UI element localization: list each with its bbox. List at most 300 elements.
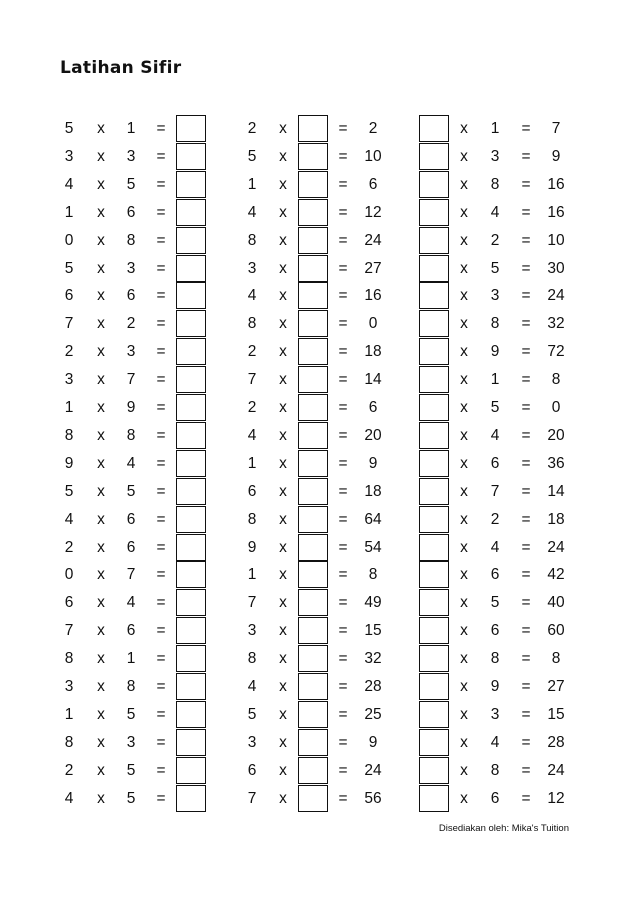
equals-sign: = (338, 315, 348, 333)
col1-factor-b: 6 (126, 287, 136, 305)
col1-factor-a: 3 (64, 371, 74, 389)
col3-factor-b: 8 (490, 315, 500, 333)
equals-sign: = (521, 705, 531, 723)
equals-sign: = (338, 454, 348, 472)
col1-factor-b: 8 (126, 678, 136, 695)
col3-factor-b: 6 (490, 566, 500, 584)
col3-result: 8 (551, 650, 561, 668)
col2-result: 54 (364, 538, 382, 556)
col3-answer-box[interactable] (419, 171, 449, 198)
times-sign: x (279, 426, 287, 444)
times-sign: x (279, 482, 287, 500)
col2-factor-a: 7 (247, 789, 257, 807)
col1-answer-box[interactable] (176, 617, 206, 644)
col1-answer-box[interactable] (176, 422, 206, 449)
worksheet-row (0, 561, 638, 589)
col2-result: 15 (364, 622, 382, 640)
col3-factor-b: 5 (490, 399, 500, 416)
times-sign: x (460, 203, 468, 221)
col1-factor-a: 3 (64, 678, 74, 695)
col1-answer-box[interactable] (176, 785, 206, 812)
col3-answer-box[interactable] (419, 143, 449, 170)
equals-sign: = (521, 315, 531, 333)
col1-factor-a: 3 (64, 147, 74, 165)
col1-answer-box[interactable] (176, 701, 206, 728)
equals-sign: = (521, 120, 531, 137)
times-sign: x (97, 175, 105, 193)
col3-factor-b: 3 (490, 147, 500, 165)
col3-result: 27 (547, 678, 565, 695)
col1-factor-a: 4 (64, 175, 74, 193)
times-sign: x (97, 454, 105, 472)
col1-factor-b: 3 (126, 343, 136, 361)
col2-factor-a: 1 (247, 566, 257, 584)
col1-answer-box[interactable] (176, 506, 206, 533)
col2-answer-box[interactable] (298, 199, 328, 226)
equals-sign: = (338, 789, 348, 807)
col2-answer-box[interactable] (298, 785, 328, 812)
times-sign: x (97, 371, 105, 389)
col1-factor-a: 1 (64, 203, 74, 221)
times-sign: x (279, 733, 287, 751)
col1-factor-b: 4 (126, 454, 136, 472)
worksheet-row (0, 757, 638, 785)
col2-factor-a: 5 (247, 705, 257, 723)
col3-result: 12 (547, 789, 565, 807)
col1-factor-b: 1 (126, 120, 136, 137)
col2-factor-a: 9 (247, 538, 257, 556)
equals-sign: = (338, 287, 348, 305)
col1-factor-a: 0 (64, 231, 74, 249)
col2-result: 32 (364, 650, 382, 668)
col2-answer-box[interactable] (298, 561, 328, 588)
times-sign: x (460, 761, 468, 779)
col2-answer-box[interactable] (298, 366, 328, 393)
equals-sign: = (338, 678, 348, 695)
equals-sign: = (156, 678, 166, 695)
col3-result: 7 (551, 120, 561, 137)
col2-result: 27 (364, 259, 382, 277)
equals-sign: = (156, 482, 166, 500)
equals-sign: = (338, 343, 348, 361)
col2-result: 49 (364, 594, 382, 612)
col2-result: 18 (364, 343, 382, 361)
times-sign: x (279, 287, 287, 305)
col1-answer-box[interactable] (176, 199, 206, 226)
col3-result: 24 (547, 761, 565, 779)
col3-result: 20 (547, 426, 565, 444)
col3-answer-box[interactable] (419, 394, 449, 421)
col2-result: 9 (368, 454, 378, 472)
equals-sign: = (338, 259, 348, 277)
equals-sign: = (521, 371, 531, 389)
worksheet-row (0, 729, 638, 757)
worksheet-row (0, 673, 638, 701)
col1-factor-b: 7 (126, 371, 136, 389)
col1-factor-a: 5 (64, 120, 74, 137)
col1-answer-box[interactable] (176, 338, 206, 365)
equals-sign: = (521, 678, 531, 695)
col2-answer-box[interactable] (298, 171, 328, 198)
col2-result: 24 (364, 231, 382, 249)
equals-sign: = (156, 538, 166, 556)
times-sign: x (460, 231, 468, 249)
times-sign: x (279, 120, 287, 137)
col2-factor-a: 3 (247, 622, 257, 640)
worksheet-row (0, 785, 638, 813)
col1-answer-box[interactable] (176, 478, 206, 505)
equals-sign: = (156, 426, 166, 444)
col3-factor-b: 8 (490, 175, 500, 193)
col3-answer-box[interactable] (419, 338, 449, 365)
col3-result: 28 (547, 733, 565, 751)
equals-sign: = (521, 733, 531, 751)
col2-answer-box[interactable] (298, 729, 328, 756)
col1-answer-box[interactable] (176, 282, 206, 309)
col2-factor-a: 5 (247, 147, 257, 165)
col2-answer-box[interactable] (298, 143, 328, 170)
col1-answer-box[interactable] (176, 171, 206, 198)
col2-factor-a: 1 (247, 454, 257, 472)
col2-factor-a: 1 (247, 175, 257, 193)
col1-answer-box[interactable] (176, 143, 206, 170)
col1-answer-box[interactable] (176, 757, 206, 784)
col3-factor-b: 9 (490, 678, 500, 695)
col1-answer-box[interactable] (176, 115, 206, 142)
col3-answer-box[interactable] (419, 673, 449, 700)
col2-answer-box[interactable] (298, 701, 328, 728)
equals-sign: = (521, 147, 531, 165)
col2-factor-a: 4 (247, 287, 257, 305)
times-sign: x (279, 622, 287, 640)
col3-result: 14 (547, 482, 565, 500)
col3-factor-b: 8 (490, 650, 500, 668)
times-sign: x (97, 594, 105, 612)
equals-sign: = (156, 203, 166, 221)
worksheet-row (0, 115, 638, 143)
col2-factor-a: 6 (247, 482, 257, 500)
col2-answer-box[interactable] (298, 338, 328, 365)
col3-answer-box[interactable] (419, 255, 449, 282)
col1-factor-b: 3 (126, 147, 136, 165)
col3-answer-box[interactable] (419, 589, 449, 616)
col2-factor-a: 4 (247, 426, 257, 444)
col3-answer-box[interactable] (419, 617, 449, 644)
col2-answer-box[interactable] (298, 757, 328, 784)
col1-answer-box[interactable] (176, 729, 206, 756)
col2-answer-box[interactable] (298, 255, 328, 282)
col1-factor-a: 9 (64, 454, 74, 472)
col1-answer-box[interactable] (176, 450, 206, 477)
worksheet-row (0, 589, 638, 617)
worksheet-row (0, 645, 638, 673)
col3-answer-box[interactable] (419, 785, 449, 812)
equals-sign: = (156, 175, 166, 193)
equals-sign: = (521, 594, 531, 612)
col1-factor-b: 5 (126, 789, 136, 807)
times-sign: x (460, 622, 468, 640)
col1-answer-box[interactable] (176, 534, 206, 561)
times-sign: x (460, 147, 468, 165)
col1-factor-a: 1 (64, 705, 74, 723)
col3-answer-box[interactable] (419, 115, 449, 142)
col2-answer-box[interactable] (298, 310, 328, 337)
col3-answer-box[interactable] (419, 506, 449, 533)
col3-result: 15 (547, 705, 565, 723)
col3-answer-box[interactable] (419, 422, 449, 449)
col2-factor-a: 7 (247, 594, 257, 612)
equals-sign: = (156, 510, 166, 528)
times-sign: x (97, 315, 105, 333)
equals-sign: = (338, 538, 348, 556)
equals-sign: = (338, 120, 348, 137)
equals-sign: = (338, 175, 348, 193)
equals-sign: = (338, 231, 348, 249)
times-sign: x (97, 678, 105, 695)
equals-sign: = (521, 761, 531, 779)
times-sign: x (460, 566, 468, 584)
equals-sign: = (521, 399, 531, 416)
col3-factor-b: 4 (490, 426, 500, 444)
times-sign: x (279, 789, 287, 807)
times-sign: x (97, 733, 105, 751)
col2-result: 24 (364, 761, 382, 779)
col1-answer-box[interactable] (176, 673, 206, 700)
col1-answer-box[interactable] (176, 561, 206, 588)
col1-factor-b: 6 (126, 538, 136, 556)
col3-answer-box[interactable] (419, 561, 449, 588)
col2-factor-a: 8 (247, 650, 257, 668)
col1-factor-b: 5 (126, 761, 136, 779)
col1-factor-b: 6 (126, 510, 136, 528)
col2-answer-box[interactable] (298, 227, 328, 254)
col1-answer-box[interactable] (176, 227, 206, 254)
col2-result: 9 (368, 733, 378, 751)
col3-result: 40 (547, 594, 565, 612)
times-sign: x (460, 678, 468, 695)
col3-result: 16 (547, 203, 565, 221)
times-sign: x (97, 399, 105, 416)
times-sign: x (460, 705, 468, 723)
times-sign: x (460, 510, 468, 528)
col3-result: 60 (547, 622, 565, 640)
col1-factor-b: 8 (126, 231, 136, 249)
col2-factor-a: 3 (247, 259, 257, 277)
col3-result: 10 (547, 231, 565, 249)
col3-factor-b: 8 (490, 761, 500, 779)
col2-result: 18 (364, 482, 382, 500)
col2-result: 16 (364, 287, 382, 305)
col3-factor-b: 3 (490, 287, 500, 305)
times-sign: x (279, 566, 287, 584)
col3-answer-box[interactable] (419, 450, 449, 477)
col3-answer-box[interactable] (419, 310, 449, 337)
equals-sign: = (156, 594, 166, 612)
col2-answer-box[interactable] (298, 645, 328, 672)
col3-answer-box[interactable] (419, 478, 449, 505)
col3-answer-box[interactable] (419, 366, 449, 393)
col3-result: 72 (547, 343, 565, 361)
col1-answer-box[interactable] (176, 645, 206, 672)
col3-factor-b: 7 (490, 482, 500, 500)
col3-answer-box[interactable] (419, 729, 449, 756)
times-sign: x (97, 287, 105, 305)
times-sign: x (460, 789, 468, 807)
col2-result: 20 (364, 426, 382, 444)
times-sign: x (460, 650, 468, 668)
col3-factor-b: 3 (490, 705, 500, 723)
times-sign: x (97, 259, 105, 277)
col2-factor-a: 6 (247, 761, 257, 779)
col1-answer-box[interactable] (176, 366, 206, 393)
equals-sign: = (521, 259, 531, 277)
col1-factor-a: 6 (64, 594, 74, 612)
col1-factor-a: 5 (64, 482, 74, 500)
worksheet-title: Latihan Sifir (60, 58, 182, 78)
col1-factor-b: 6 (126, 203, 136, 221)
times-sign: x (460, 315, 468, 333)
equals-sign: = (156, 343, 166, 361)
col1-factor-a: 7 (64, 315, 74, 333)
equals-sign: = (338, 482, 348, 500)
equals-sign: = (156, 789, 166, 807)
equals-sign: = (156, 622, 166, 640)
col2-result: 6 (368, 399, 378, 416)
col2-result: 6 (368, 175, 378, 193)
col3-result: 30 (547, 259, 565, 277)
col3-result: 8 (551, 371, 561, 389)
worksheet-row (0, 255, 638, 283)
equals-sign: = (521, 175, 531, 193)
col2-answer-box[interactable] (298, 394, 328, 421)
worksheet-row (0, 450, 638, 478)
col3-answer-box[interactable] (419, 227, 449, 254)
col2-answer-box[interactable] (298, 589, 328, 616)
worksheet-row (0, 506, 638, 534)
col3-answer-box[interactable] (419, 757, 449, 784)
equals-sign: = (338, 510, 348, 528)
times-sign: x (279, 175, 287, 193)
equals-sign: = (156, 454, 166, 472)
equals-sign: = (521, 789, 531, 807)
equals-sign: = (156, 650, 166, 668)
worksheet-row (0, 478, 638, 506)
col2-result: 12 (364, 203, 382, 221)
equals-sign: = (521, 454, 531, 472)
equals-sign: = (338, 566, 348, 584)
col3-answer-box[interactable] (419, 645, 449, 672)
equals-sign: = (156, 259, 166, 277)
col1-factor-b: 7 (126, 566, 136, 584)
col2-answer-box[interactable] (298, 478, 328, 505)
equals-sign: = (521, 510, 531, 528)
col2-result: 10 (364, 147, 382, 165)
col1-factor-b: 4 (126, 594, 136, 612)
col3-factor-b: 1 (490, 120, 500, 137)
col3-result: 9 (551, 147, 561, 165)
col2-result: 0 (368, 315, 378, 333)
col2-result: 64 (364, 510, 382, 528)
times-sign: x (279, 231, 287, 249)
equals-sign: = (156, 371, 166, 389)
col2-result: 8 (368, 566, 378, 584)
col1-answer-box[interactable] (176, 255, 206, 282)
col1-factor-a: 2 (64, 538, 74, 556)
equals-sign: = (521, 538, 531, 556)
times-sign: x (97, 482, 105, 500)
col3-result: 0 (551, 399, 561, 416)
times-sign: x (97, 147, 105, 165)
times-sign: x (460, 343, 468, 361)
col3-factor-b: 5 (490, 594, 500, 612)
col1-factor-b: 6 (126, 622, 136, 640)
equals-sign: = (521, 566, 531, 584)
col2-answer-box[interactable] (298, 115, 328, 142)
times-sign: x (97, 426, 105, 444)
times-sign: x (279, 678, 287, 695)
col3-answer-box[interactable] (419, 199, 449, 226)
col1-answer-box[interactable] (176, 589, 206, 616)
col3-answer-box[interactable] (419, 534, 449, 561)
times-sign: x (460, 120, 468, 137)
times-sign: x (460, 454, 468, 472)
equals-sign: = (156, 315, 166, 333)
col2-answer-box[interactable] (298, 282, 328, 309)
equals-sign: = (521, 482, 531, 500)
equals-sign: = (338, 650, 348, 668)
col2-answer-box[interactable] (298, 534, 328, 561)
col1-factor-a: 4 (64, 510, 74, 528)
col2-factor-a: 8 (247, 315, 257, 333)
times-sign: x (97, 705, 105, 723)
col1-answer-box[interactable] (176, 310, 206, 337)
col1-answer-box[interactable] (176, 394, 206, 421)
col1-factor-a: 7 (64, 622, 74, 640)
col1-factor-b: 5 (126, 705, 136, 723)
equals-sign: = (521, 426, 531, 444)
times-sign: x (460, 371, 468, 389)
col1-factor-a: 4 (64, 789, 74, 807)
col2-answer-box[interactable] (298, 673, 328, 700)
col2-answer-box[interactable] (298, 506, 328, 533)
times-sign: x (279, 399, 287, 416)
col1-factor-a: 2 (64, 343, 74, 361)
equals-sign: = (521, 650, 531, 668)
col3-factor-b: 9 (490, 343, 500, 361)
col3-factor-b: 4 (490, 733, 500, 751)
worksheet-row (0, 617, 638, 645)
times-sign: x (279, 315, 287, 333)
times-sign: x (97, 761, 105, 779)
col3-answer-box[interactable] (419, 282, 449, 309)
col2-answer-box[interactable] (298, 450, 328, 477)
col2-answer-box[interactable] (298, 422, 328, 449)
times-sign: x (460, 482, 468, 500)
col2-factor-a: 8 (247, 231, 257, 249)
worksheet-row (0, 171, 638, 199)
col3-answer-box[interactable] (419, 701, 449, 728)
col2-factor-a: 4 (247, 203, 257, 221)
equals-sign: = (338, 733, 348, 751)
equals-sign: = (338, 426, 348, 444)
times-sign: x (279, 761, 287, 779)
col1-factor-b: 8 (126, 426, 136, 444)
worksheet-row (0, 282, 638, 310)
times-sign: x (97, 566, 105, 584)
equals-sign: = (338, 203, 348, 221)
equals-sign: = (521, 231, 531, 249)
col2-answer-box[interactable] (298, 617, 328, 644)
